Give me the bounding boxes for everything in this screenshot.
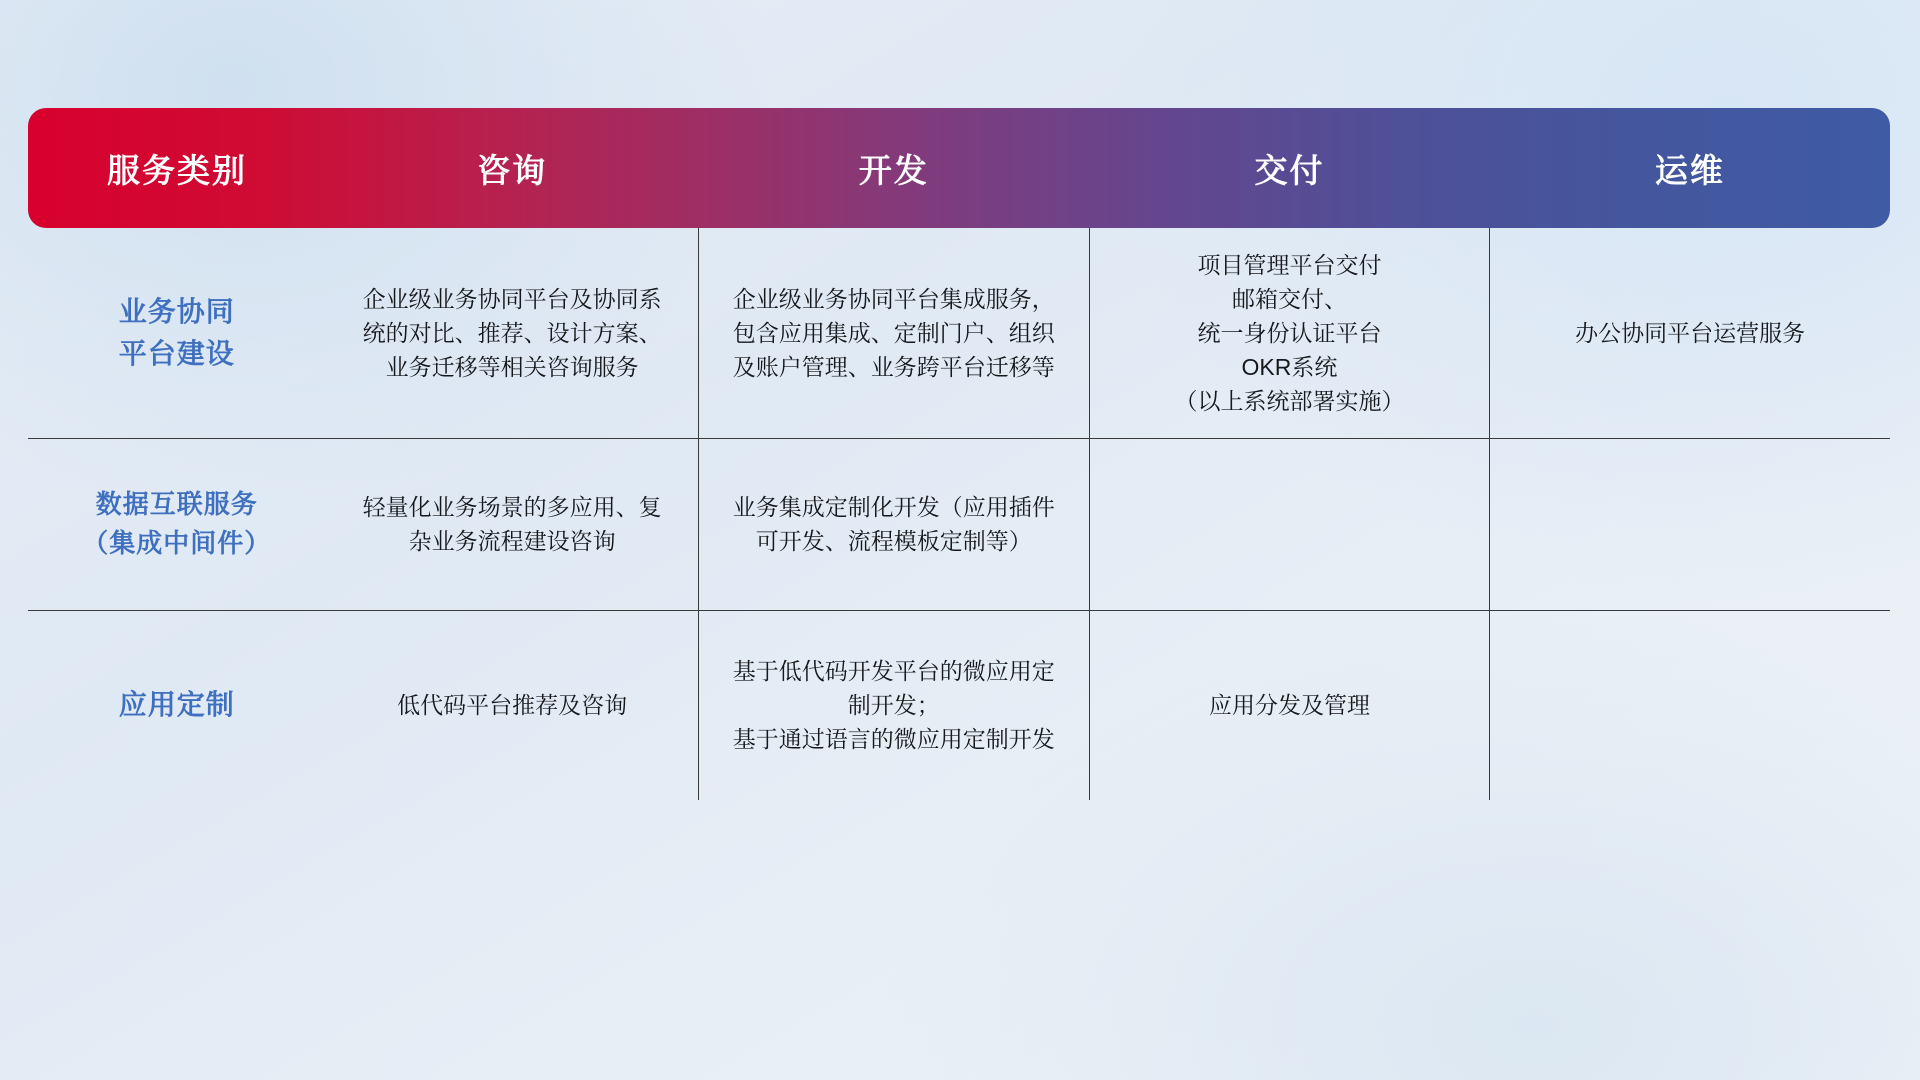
column-header-delivery-label: 交付 — [1254, 151, 1325, 189]
row-operations-cell — [1490, 610, 1890, 800]
column-header-operations-label: 运维 — [1654, 151, 1725, 189]
cell-text-line: 及账户管理、业务跨平台迁移等 — [732, 353, 1055, 380]
column-header-consulting — [326, 108, 698, 228]
row-delivery-cell — [1089, 228, 1489, 438]
service-matrix-table — [28, 108, 1890, 780]
cell-text-line: 杂业务流程建设咨询 — [408, 528, 616, 554]
cell-text-line: 办公协同平台运营服务 — [1575, 319, 1806, 346]
cell-text-line: OKR系统 — [1241, 353, 1338, 380]
cell-text-line: 轻量化业务场景的多应用、复 — [362, 493, 662, 520]
cell-text-line: 企业级业务协同平台及协同系 — [362, 285, 662, 312]
table-row — [28, 438, 1890, 610]
table-row — [28, 610, 1890, 800]
row-development-cell — [698, 228, 1089, 438]
row-category-cell — [28, 438, 326, 610]
row-delivery-cell — [1089, 438, 1489, 610]
column-header-operations — [1490, 108, 1890, 228]
table-row — [28, 228, 1890, 438]
column-header-category-label: 服务类别 — [106, 151, 247, 189]
cell-text-line: 项目管理平台交付 — [1197, 251, 1382, 278]
cell-text-line: 业务迁移等相关咨询服务 — [385, 353, 639, 380]
column-header-development — [698, 108, 1089, 228]
cell-text-line: 业务集成定制化开发（应用插件 — [732, 493, 1055, 520]
row-development-cell — [698, 610, 1089, 800]
cell-text-line: （集成中间件） — [82, 528, 272, 558]
row-operations-cell — [1490, 228, 1890, 438]
cell-text-line: 统的对比、推荐、设计方案、 — [362, 319, 662, 346]
table-header-row — [28, 108, 1890, 228]
cell-text-line: 低代码平台推荐及咨询 — [397, 692, 628, 719]
row-delivery-cell — [1089, 610, 1489, 800]
cell-text-line: 数据互联服务 — [95, 489, 258, 519]
column-header-consulting-label: 咨询 — [477, 151, 548, 189]
row-development-cell — [698, 438, 1089, 610]
cell-text-line: 基于低代码开发平台的微应用定 — [732, 658, 1055, 685]
cell-text-line: 企业级业务协同平台集成服务， — [732, 285, 1055, 312]
cell-text-line: 可开发、流程模板定制等） — [755, 528, 1032, 554]
cell-text-line: （以上系统部署实施） — [1174, 387, 1405, 414]
column-header-development-label: 开发 — [858, 151, 929, 189]
row-consulting-cell — [326, 438, 698, 610]
row-consulting-cell — [326, 610, 698, 800]
cell-text-line: 邮箱交付、 — [1231, 285, 1347, 312]
cell-text-line: 统一身份认证平台 — [1197, 319, 1382, 346]
row-operations-cell — [1490, 438, 1890, 610]
cell-text-line: 应用分发及管理 — [1208, 692, 1370, 719]
cell-text-line: 制开发； — [847, 692, 940, 719]
column-header-delivery — [1089, 108, 1489, 228]
row-category-cell — [28, 228, 326, 438]
row-category-cell — [28, 610, 326, 800]
cell-text-line: 基于通过语言的微应用定制开发 — [732, 726, 1055, 753]
cell-text-line: 平台建设 — [118, 337, 235, 369]
cell-text-line: 应用定制 — [118, 689, 235, 721]
cell-text-line: 包含应用集成、定制门户、组织 — [732, 319, 1055, 346]
cell-text-line: 业务协同 — [118, 295, 235, 327]
row-consulting-cell — [326, 228, 698, 438]
column-header-category — [28, 108, 326, 228]
